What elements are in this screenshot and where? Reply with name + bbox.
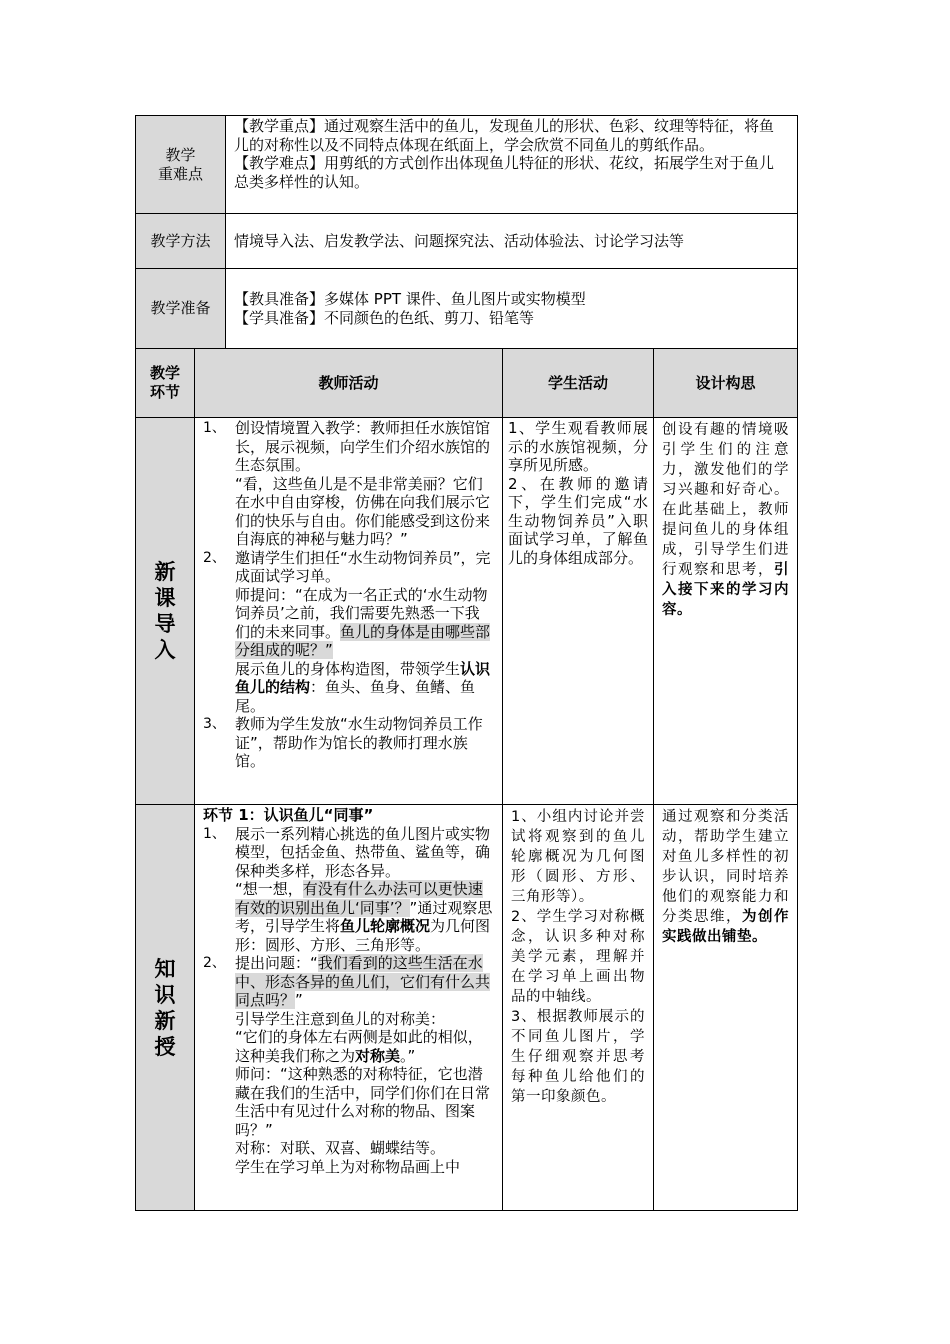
key-points-content xyxy=(225,115,798,214)
intro-student-activity: 1、学生观看教师展示的水族馆视频，分享所见所感。 2、在教师的邀请下，学生们完成“水生动物饲养员”入职面试学习单，了解鱼儿的身体组成部分。 xyxy=(502,417,654,805)
knowledge-step-2: 提出问题：“我们看到的这些生活在水中、形态各异的鱼儿们，它们有什么共同点吗？” xyxy=(235,954,491,1009)
knowledge-design: 通过观察和分类活动，帮助学生建立对鱼儿多样性的初步认识，同时培养他们的观察能力和分类思维，为创作实践做出铺垫。 xyxy=(653,804,798,1211)
header-student-activity: 学生活动 xyxy=(502,348,654,418)
header-stage: 教学 环节 xyxy=(135,348,195,418)
methods-label: 教学方法 xyxy=(135,213,226,269)
header-teacher-activity: 教师活动 xyxy=(194,348,503,418)
intro-step-3: 教师为学生发放“水生动物饲养员工作证”，帮助作为馆长的教师打理水族馆。 xyxy=(235,715,483,770)
header-design: 设计构思 xyxy=(653,348,798,418)
methods-content: 情境导入法、启发教学法、问题探究法、活动体验法、讨论学习法等 xyxy=(225,213,798,269)
teacher-tools: 【教具准备】多媒体 PPT 课件、鱼儿图片或实物模型 xyxy=(234,290,586,308)
preparation-label: 教学准备 xyxy=(135,268,226,349)
intro-step-2-question: 师提问：“在成为一名正式的‘水生动物饲养员’之前，我们需要先熟悉一下我们的未来同事。鱼儿的身体是由哪些部分组成的呢？” xyxy=(235,585,491,659)
section-step-title: 环节 1：认识鱼儿“同事” xyxy=(203,806,374,824)
intro-step-1-quote: “看，这些鱼儿是不是非常美丽？它们在水中自由穿梭，仿佛在向我们展示它们的快乐与自由。你们能感受到这份来自海底的神秘与魅力吗？” xyxy=(235,474,491,548)
intro-design: 创设有趣的情境吸引学生们的注意力，激发他们的学习兴趣和好奇心。在此基础上，教师提问鱼儿的身体组成，引导学生们进行观察和思考，引入接下来的学习内容。 xyxy=(653,417,798,805)
teaching-difficulty: 【教学难点】用剪纸的方式创作出体现鱼儿特征的形状、花纹，拓展学生对于鱼儿总类多样性的认知。 xyxy=(234,154,775,191)
student-tools: 【学具准备】不同颜色的色纸、剪刀、铅笔等 xyxy=(234,308,535,327)
key-points-label: 教学 重难点 xyxy=(135,115,226,214)
teaching-focus: 【教学重点】通过观察生活中的鱼儿，发现鱼儿的形状、色彩、纹理等特征，将鱼儿的对称性以及不同特点体现在纸面上，学会欣赏不同鱼儿的剪纸作品。 xyxy=(234,117,775,154)
knowledge-teacher-activity: 环节 1：认识鱼儿“同事” 1、 展示一系列精心挑选的鱼儿图片或实物模型，包括金鱼、热带鱼、鲨鱼等，确保种类多样，形态各异。 “想一想，有没有什么办法可以更快速有效的识别出鱼儿‘同事’？”通过观察思考，引导学生将鱼儿轮廓概况为几何图形：圆形、方形、三角形等。 2、 提出问题：“我们看到的这些生活在水中、形态各异的鱼儿们，它们有什么共同点吗？” 引导学生注意到鱼儿的对称美： “它们的身体左右两侧是如此的相似，这种美我们称之为对称美。” 师问：“这种熟悉的对称特征，它也潜藏在我们的生活中，同学们你们在日常生活中有见过什么对称的物品、图案吗？” 对称：对联、双喜、蝴蝶结等。 学生在学习单上为对称物品画上中 xyxy=(194,804,503,1211)
section-knowledge: 知识新授 xyxy=(135,804,195,1211)
knowledge-student-activity: 1、小组内讨论并尝试将观察到的鱼儿轮廓概况为几何图形（圆形、方形、三角形等）。 2、学生学习对称概念，认识多种对称美学元素，理解并在学习单上画出物品的中轴线。 3、根据教师展示的不同鱼儿图片，学生仔细观察并思考每种鱼儿给他们的第一印象颜色。 xyxy=(502,804,654,1211)
knowledge-step-1: 展示一系列精心挑选的鱼儿图片或实物模型，包括金鱼、热带鱼、鲨鱼等，确保种类多样，形态各异。 xyxy=(235,824,491,880)
intro-teacher-activity: 1、 创设情境置入教学：教师担任水族馆馆长，展示视频，向学生们介绍水族馆的生态氛围。 “看，这些鱼儿是不是非常美丽？它们在水中自由穿梭，仿佛在向我们展示它们的快乐与自由。你们能感受到这份来自海底的神秘与魅力吗？” 2、 邀请学生们担任“水生动物饲养员”，完成面试学习单。 师提问：“在成为一名正式的‘水生动物饲养员’之前，我们需要先熟悉一下我们的未来同事。鱼儿的身体是由哪些部分组成的呢？” 展示鱼儿的身体构造图，带领学生认识鱼儿的结构：鱼头、鱼身、鱼鳍、鱼尾。 3、 教师为学生发放“水生动物饲养员工作证”，帮助作为馆长的教师打理水族馆。 xyxy=(194,417,503,805)
intro-step-2-structure: 展示鱼儿的身体构造图，带领学生认识鱼儿的结构：鱼头、鱼身、鱼鳍、鱼尾。 xyxy=(235,659,491,715)
intro-step-1: 创设情境置入教学：教师担任水族馆馆长，展示视频，向学生们介绍水族馆的生态氛围。 xyxy=(235,419,491,474)
preparation-content xyxy=(225,268,798,349)
intro-step-2: 邀请学生们担任“水生动物饲养员”，完成面试学习单。 xyxy=(235,548,491,585)
section-intro: 新课导入 xyxy=(135,417,195,805)
knowledge-step-1-think: “想一想，有没有什么办法可以更快速有效的识别出鱼儿‘同事’？”通过观察思考，引导学生将鱼儿轮廓概况为几何图形：圆形、方形、三角形等。 xyxy=(235,880,493,954)
